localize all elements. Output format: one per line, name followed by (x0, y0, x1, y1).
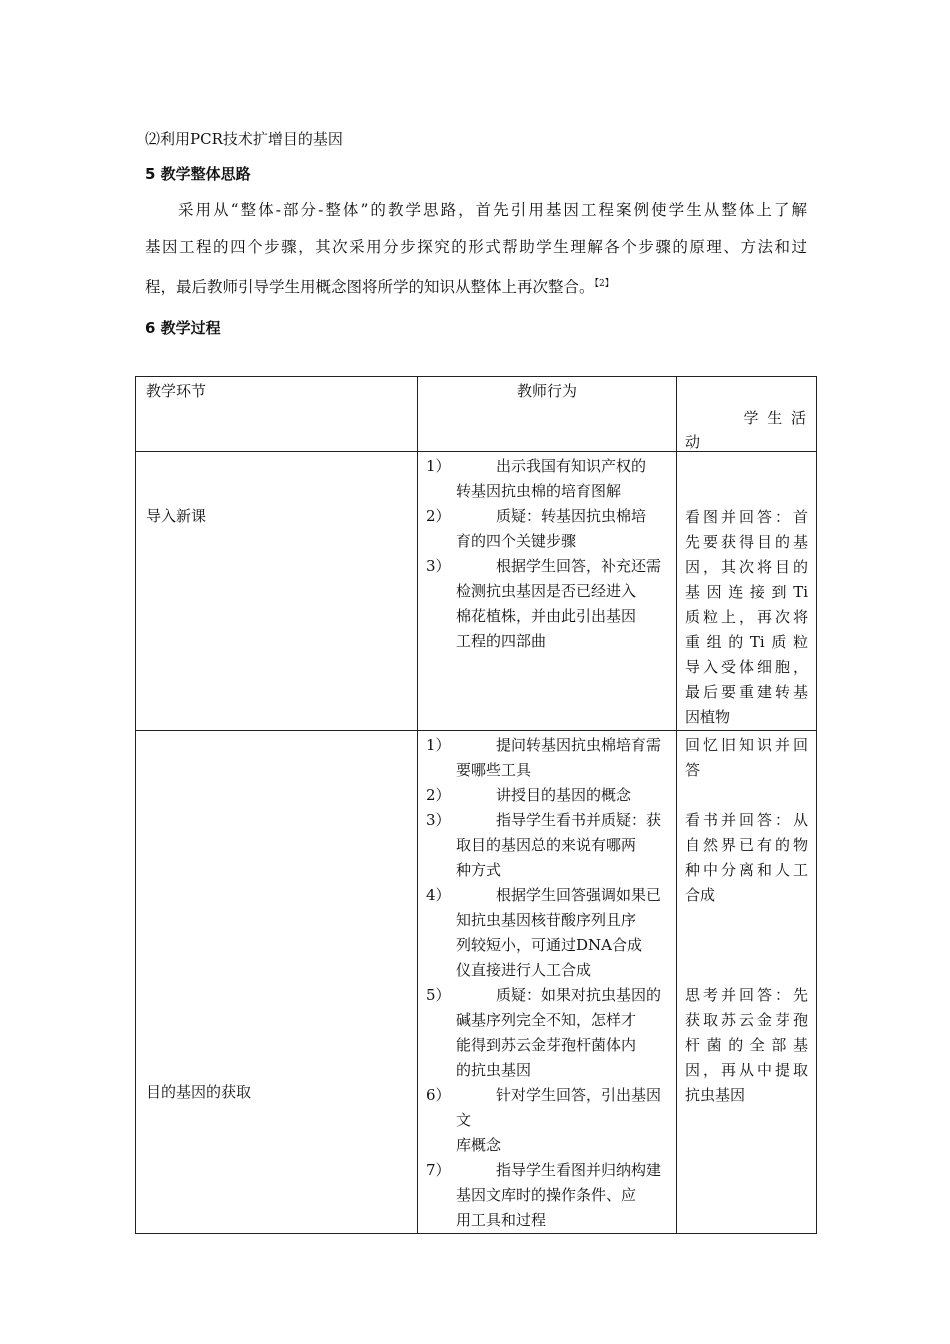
teacher-item (418, 733, 676, 783)
paragraph-line (145, 274, 807, 311)
item-text: 列较短小，可通过DNA合成 (456, 936, 642, 954)
item-text: 用工具和过程 (456, 1211, 547, 1229)
teacher-item (418, 1083, 676, 1158)
paragraph-text: 程，最后教师引导学生用概念图将所学的知识从整体上再次整合。 (145, 278, 595, 296)
teacher-item (418, 554, 676, 654)
item-text: 棉花植株，并由此引出基因 (456, 607, 637, 625)
student-line: 获取苏云金芽孢 (685, 1011, 808, 1029)
student-line: 答 (685, 761, 701, 779)
student-line: 因，其次将目的 (685, 558, 808, 576)
citation-ref: 【2】 (594, 279, 614, 289)
item-text: 种方式 (456, 861, 502, 879)
stage-label: 导入新课 (146, 507, 207, 525)
item-text: 提问转基因抗虫棉培育需 (496, 736, 662, 754)
item-number: 1） (426, 736, 451, 754)
paragraph-line: 基因工程的四个步骤，其次采用分步探究的形式帮助学生理解各个步骤的原理、方法和过 (145, 238, 807, 256)
header-student-label-1: 学 生 活 (743, 409, 808, 427)
student-line: 回忆旧知识并回 (685, 736, 808, 754)
stage-cell (136, 731, 418, 1234)
item-text: 要哪些工具 (456, 761, 532, 779)
teacher-item (418, 983, 676, 1083)
student-cell (677, 731, 817, 1234)
item-number: 5） (426, 986, 451, 1004)
section-5-paragraph (145, 200, 807, 311)
student-line: 看图并回答：首 (685, 508, 808, 526)
item-text: 质疑：如果对抗虫基因的 (496, 986, 662, 1004)
item-number: 7） (426, 1161, 451, 1179)
teacher-item (418, 1158, 676, 1233)
section-5-heading: 5 教学整体思路 (145, 165, 251, 183)
item-text: 讲授目的基因的概念 (496, 786, 632, 804)
student-line: 思考并回答：先 (685, 986, 808, 1004)
teacher-item (418, 783, 676, 808)
table-header-row (136, 377, 817, 452)
item-text: 库概念 (456, 1136, 502, 1154)
item-text: 取目的基因总的来说有哪两 (456, 836, 637, 854)
student-line: 抗虫基因 (685, 1086, 746, 1104)
student-line: 基因连接到Ti (685, 583, 808, 601)
item-text: 质疑：转基因抗虫棉培 (496, 507, 647, 525)
header-student-label-2: 动 (685, 433, 701, 451)
item-text: 基因文库时的操作条件、应 (456, 1186, 637, 1204)
student-line: 重组的Ti质粒 (685, 633, 808, 651)
header-stage-label: 教学环节 (146, 382, 207, 400)
teacher-item (418, 808, 676, 883)
student-line: 看书并回答：从 (685, 811, 808, 829)
student-line: 自然界已有的物 (685, 836, 808, 854)
teacher-cell (418, 731, 677, 1234)
student-line: 质粒上，再次将 (685, 608, 808, 626)
item-text: 检测抗虫基因是否已经进入 (456, 582, 637, 600)
student-response (677, 452, 816, 730)
item-text: 育的四个关键步骤 (456, 532, 577, 550)
item-text: 的抗虫基因 (456, 1061, 532, 1079)
item-text: 根据学生回答，补充还需 (496, 557, 662, 575)
table-row (136, 452, 817, 731)
table-row (136, 731, 817, 1234)
item-text: 能得到苏云金芽孢杆菌体内 (456, 1036, 637, 1054)
item-text: 知抗虫基因核苷酸序列且序 (456, 911, 637, 929)
item-text: 碱基序列完全不知，怎样才 (456, 1011, 637, 1029)
teaching-process-table (135, 376, 817, 1234)
item-number: 2） (426, 507, 451, 525)
header-student (677, 377, 817, 452)
item-text: 针对学生回答，引出基因文 (456, 1086, 662, 1129)
pcr-subitem: ⑵利用PCR技术扩增目的基因 (145, 130, 343, 148)
header-stage (136, 377, 418, 452)
student-line: 先要获得目的基 (685, 533, 808, 551)
student-line: 杆菌的全部基 (685, 1036, 808, 1054)
student-line: 合成 (685, 886, 716, 904)
teacher-item (418, 454, 676, 504)
student-line: 最后要重建转基 (685, 683, 808, 701)
item-text: 工程的四部曲 (456, 632, 547, 650)
paragraph-line: 采用从“整体-部分-整体”的教学思路，首先引用基因工程案例使学生从整体上了解 (178, 201, 807, 219)
item-text: 指导学生看图并归纳构建 (496, 1161, 662, 1179)
item-number: 6） (426, 1086, 451, 1104)
student-response (677, 731, 816, 1108)
item-text: 仪直接进行人工合成 (456, 961, 592, 979)
student-line: 导入受体细胞， (685, 658, 808, 676)
section-6-heading: 6 教学过程 (145, 319, 221, 337)
stage-cell (136, 452, 418, 731)
item-text: 指导学生看书并质疑：获 (496, 811, 662, 829)
teacher-item (418, 883, 676, 983)
item-text: 出示我国有知识产权的 (496, 457, 647, 475)
item-number: 3） (426, 557, 451, 575)
header-teacher-label: 教师行为 (516, 382, 577, 400)
student-line: 因植物 (685, 708, 731, 726)
teacher-item (418, 504, 676, 554)
student-line: 因，再从中提取 (685, 1061, 808, 1079)
item-text: 根据学生回答强调如果已 (496, 886, 662, 904)
item-number: 2） (426, 786, 451, 804)
item-number: 3） (426, 811, 451, 829)
item-number: 1） (426, 457, 451, 475)
header-teacher (418, 377, 677, 452)
stage-label: 目的基因的获取 (146, 1083, 252, 1101)
student-line: 种中分离和人工 (685, 861, 808, 879)
teacher-cell (418, 452, 677, 731)
item-text: 转基因抗虫棉的培育图解 (456, 482, 622, 500)
student-cell (677, 452, 817, 731)
item-number: 4） (426, 886, 451, 904)
